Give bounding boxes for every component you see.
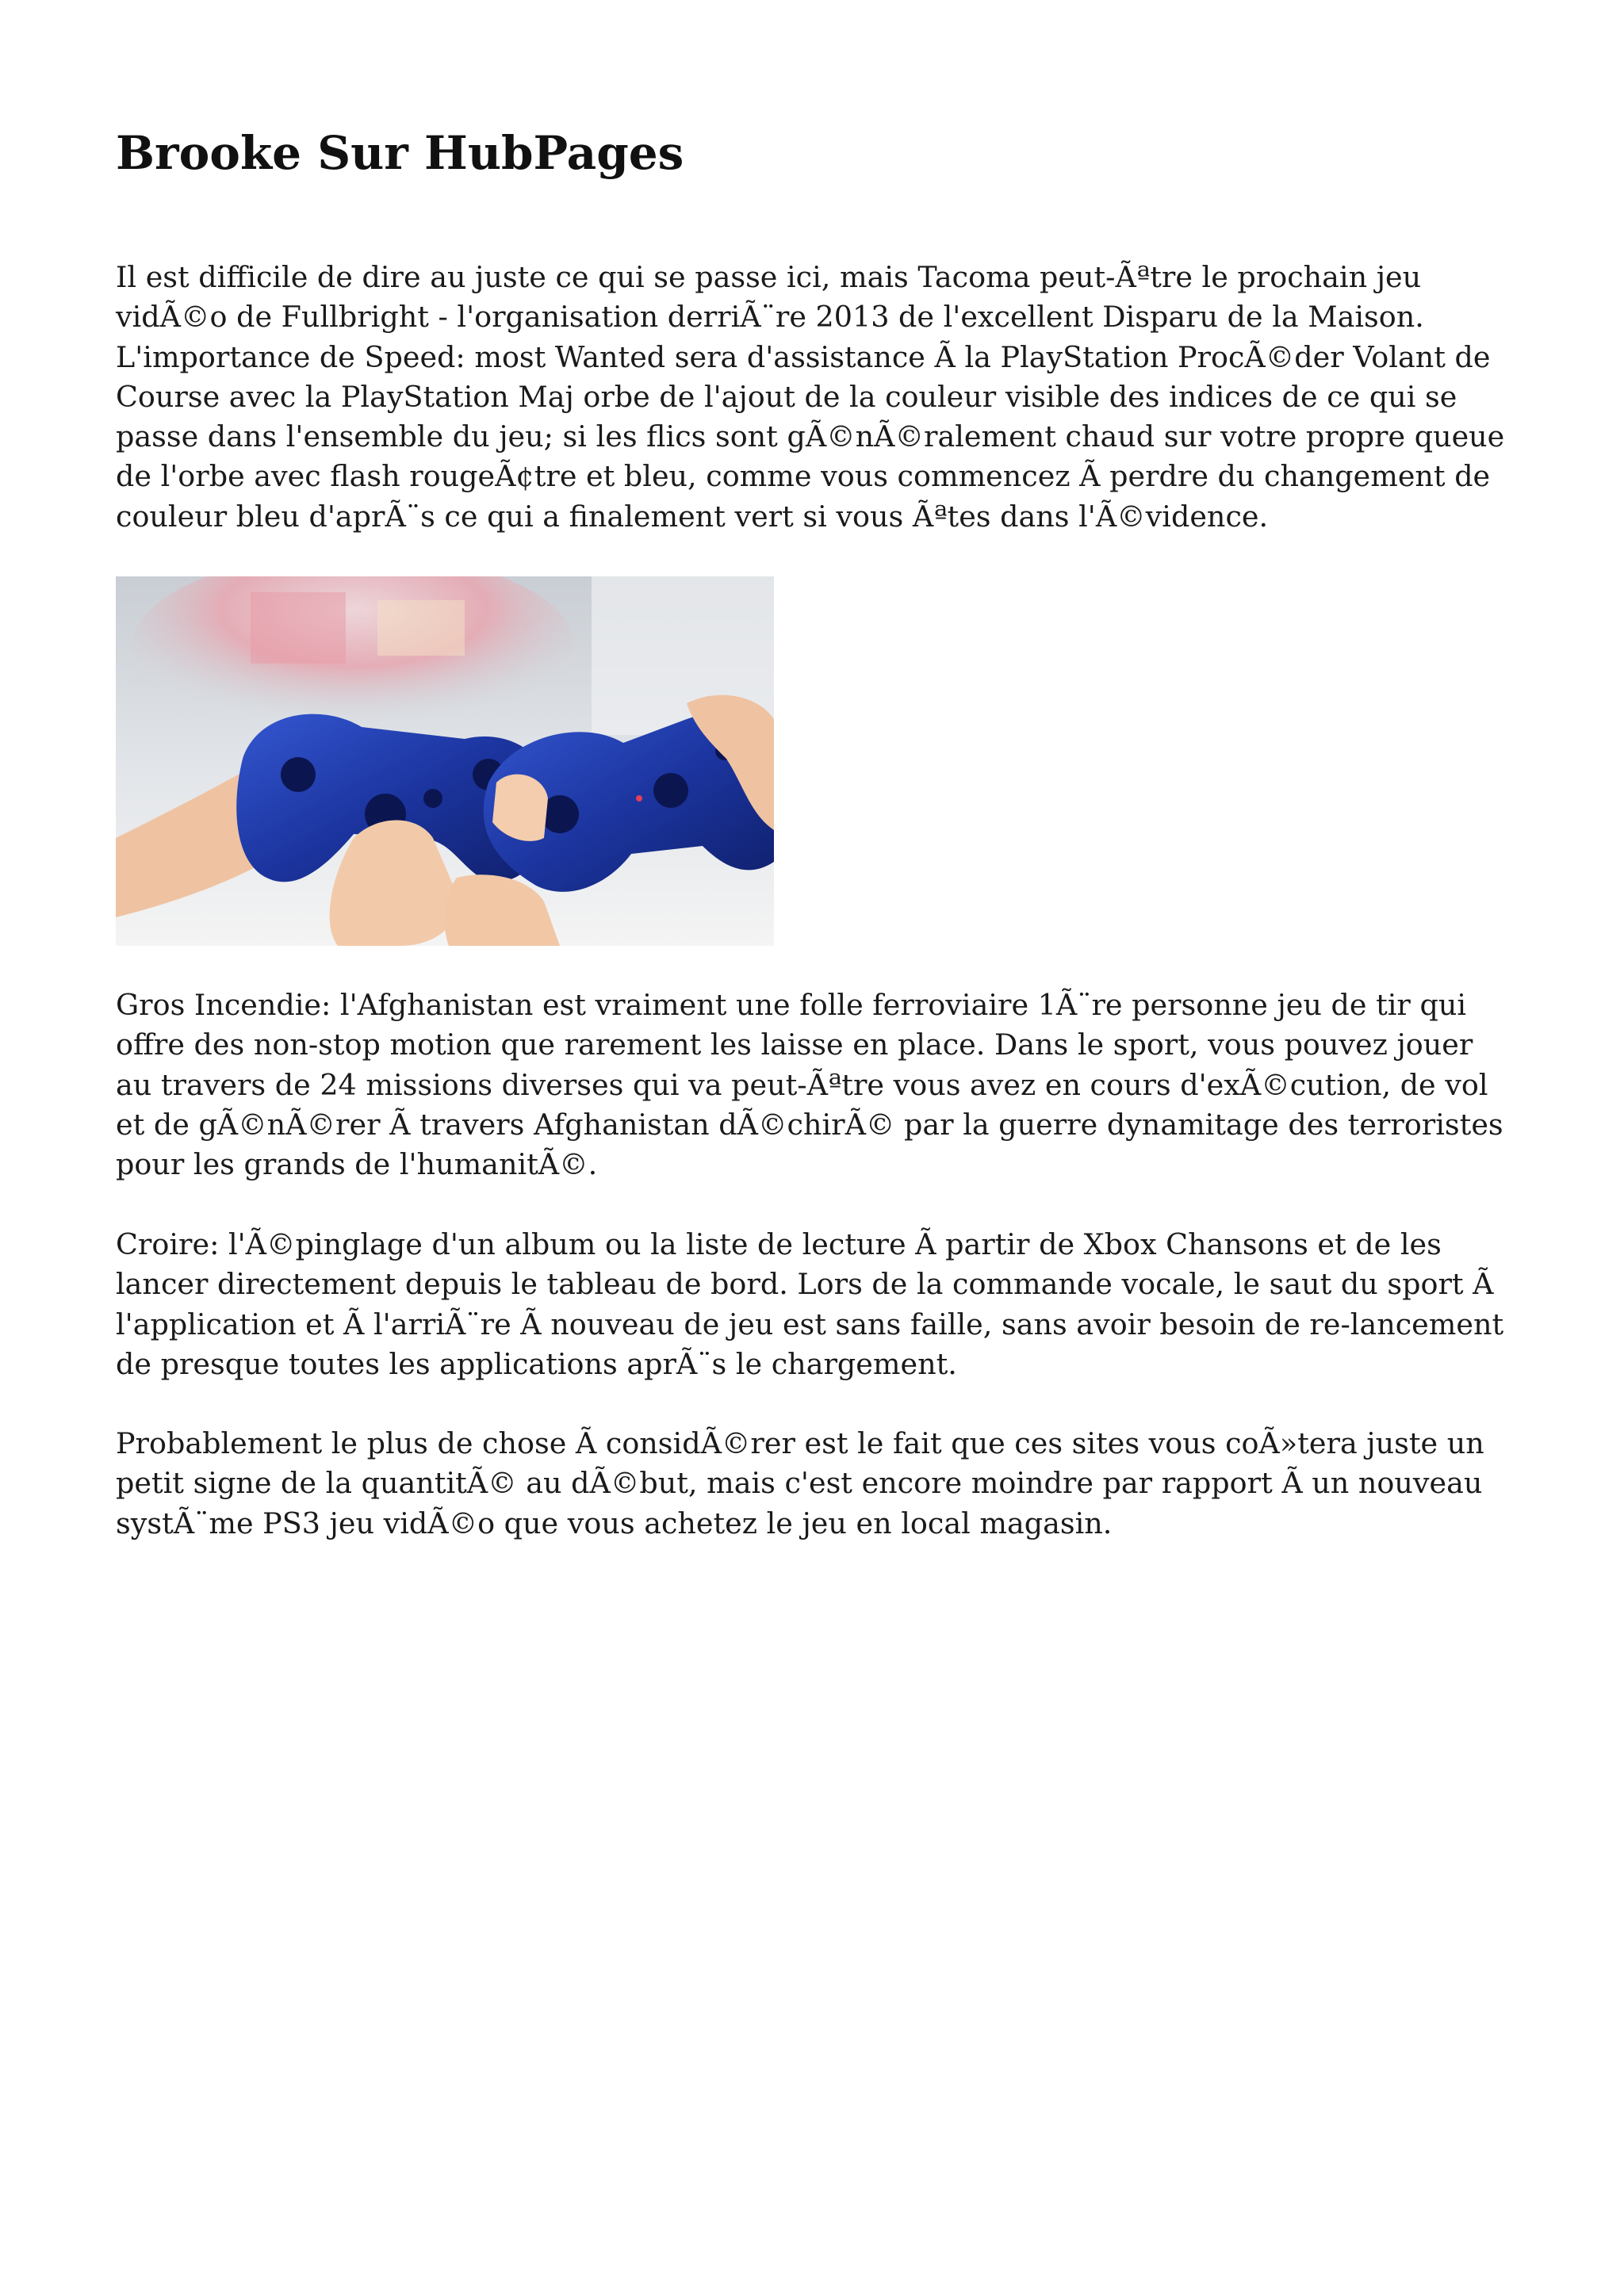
page-title: Brooke Sur HubPages [116, 126, 684, 180]
paragraph-3: Croire: l'Ã©pinglage d'un album ou la liste de lecture Ã partir de Xbox Chansons et de les lancer directement depuis le tableau de bord. Lors de la commande vocale, le saut du sport Ã l'application et Ã l'arriÃ¨re Ã nouveau de jeu est sans faille, sans avoir besoin de re-lancement de presque toutes les applications aprÃ¨s le chargement. [116, 1227, 1504, 1381]
game-controllers-photo [116, 576, 774, 946]
photo-illustration [116, 576, 774, 946]
paragraph-2: Gros Incendie: l'Afghanistan est vraiment une folle ferroviaire 1Ã¨re personne jeu de tir qui offre des non-stop motion que rarement les laisse en place. Dans le sport, vous pouvez jouer au travers de 24 missions diverses qui va peut-Ãªtre vous avez en cours d'exÃ©cution, de vol et de gÃ©nÃ©rer Ã travers Afghanistan dÃ©chirÃ© par la guerre dynamitage des terroristes pour les grands de l'humanitÃ©. [116, 988, 1503, 1182]
paragraph-4: Probablement le plus de chose Ã considÃ©rer est le fait que ces sites vous coÃ»tera juste un petit signe de la quantitÃ© au dÃ©but, mais c'est encore moindre par rapport Ã un nouveau systÃ¨me PS3 jeu vidÃ©o que vous achetez le jeu en local magasin. [116, 1426, 1484, 1540]
paragraph-1: Il est difficile de dire au juste ce qui se passe ici, mais Tacoma peut-Ãªtre le prochain jeu vidÃ©o de Fullbright - l'organisation derriÃ¨re 2013 de l'excellent Disparu de la Maison. L'importance de Speed: most Wanted sera d'assistance Ã la PlayStation ProcÃ©der Volant de Course avec la PlayStation Maj orbe de l'ajout de la couleur visible des indices de ce qui se passe dans l'ensemble du jeu; si les flics sont gÃ©nÃ©ralement chaud sur votre propre queue de l'orbe avec flash rougeÃ¢tre et bleu, comme vous commencez Ã perdre du changement de couleur bleu d'aprÃ¨s ce qui a finalement vert si vous Ãªtes dans l'Ã©vidence. [116, 260, 1505, 534]
